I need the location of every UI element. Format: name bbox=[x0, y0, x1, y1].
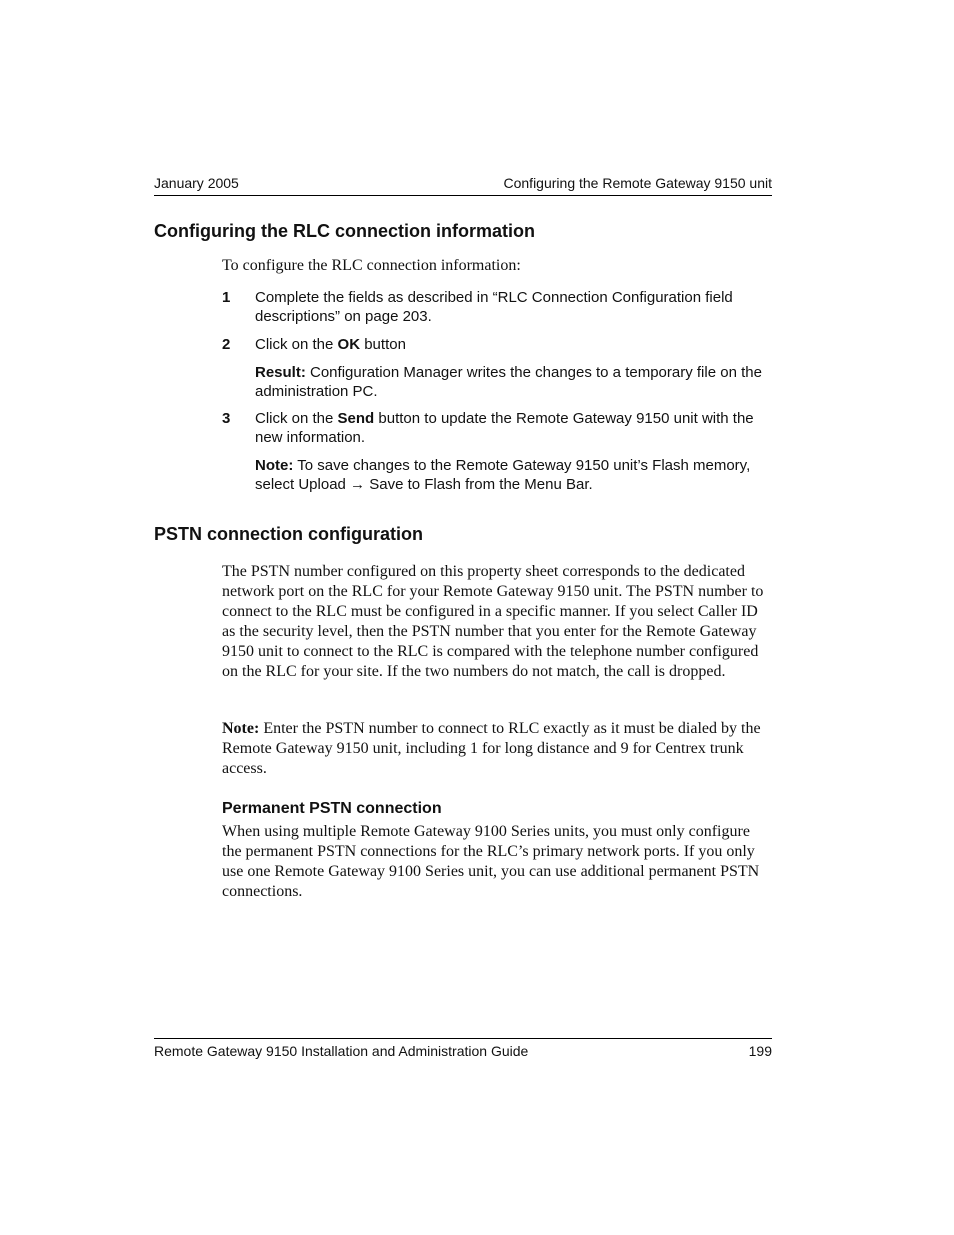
section-heading-rlc: Configuring the RLC connection information bbox=[154, 221, 535, 241]
step-3-text-after: button to update the Remote Gateway 9150 unit with the new information. bbox=[255, 410, 754, 446]
step-text-1: Complete the fields as described in “RLC Connection Configuration field descriptions” on page 203. bbox=[255, 289, 733, 325]
ok-button-label: OK bbox=[337, 336, 361, 353]
step-number-3: 3 bbox=[222, 410, 231, 427]
subsection-heading-permanent-pstn: Permanent PSTN connection bbox=[222, 800, 442, 817]
step-text-3 bbox=[255, 409, 773, 447]
result-text: Configuration Manager writes the changes to a temporary file on the administration PC. bbox=[255, 364, 762, 400]
note-text: To save changes to the Remote Gateway 9150 unit’s Flash memory, select Upload → Save to Flash from the Menu Bar. bbox=[255, 457, 751, 493]
step-3-text-before: Click on the bbox=[255, 410, 338, 427]
step-2-result bbox=[255, 363, 773, 401]
header-date: January 2005 bbox=[154, 175, 239, 191]
step-text-2 bbox=[255, 335, 773, 354]
result-label: Result: bbox=[255, 364, 306, 381]
step-3-note bbox=[255, 456, 773, 494]
footer-page-number: 199 bbox=[748, 1043, 772, 1059]
send-button-label: Send bbox=[337, 410, 375, 427]
step-2-text-after: button bbox=[360, 336, 406, 353]
section-heading-pstn: PSTN connection configuration bbox=[154, 524, 423, 544]
footer-guide-title: Remote Gateway 9150 Installation and Administration Guide bbox=[154, 1043, 529, 1059]
pstn-note-text: Enter the PSTN number to connect to RLC exactly as it must be dialed by the Remote Gateway 9150 unit, including 1 for long distance and 9 for Centrex trunk access. bbox=[222, 720, 761, 777]
permanent-pstn-paragraph: When using multiple Remote Gateway 9100 Series units, you must only configure the permanent PSTN connections for the RLC’s primary network ports. If you only use one Remote Gateway 9100 Series unit, you can use additional permanent PSTN connections. bbox=[222, 823, 760, 900]
running-footer bbox=[154, 1038, 772, 1059]
note-label: Note: bbox=[255, 457, 294, 474]
pstn-note-paragraph bbox=[222, 719, 772, 779]
header-chapter-title: Configuring the Remote Gateway 9150 unit bbox=[503, 175, 772, 191]
running-header bbox=[154, 175, 772, 196]
pstn-note-label: Note: bbox=[222, 720, 260, 737]
pstn-description-paragraph: The PSTN number configured on this property sheet corresponds to the dedicated network port on the RLC for your Remote Gateway 9150 unit. The PSTN number to connect to the RLC must be configured in a specific manner. If you select Caller ID as the security level, then the PSTN number that you enter for the Remote Gateway 9150 unit to connect to the RLC is compared with the telephone number configured on the RLC for your site. If the two numbers do not match, the call is dropped. bbox=[222, 563, 764, 680]
step-2-text-before: Click on the bbox=[255, 336, 338, 353]
step-number-1: 1 bbox=[222, 289, 231, 306]
step-number-2: 2 bbox=[222, 336, 231, 353]
intro-text: To configure the RLC connection information: bbox=[222, 257, 521, 274]
